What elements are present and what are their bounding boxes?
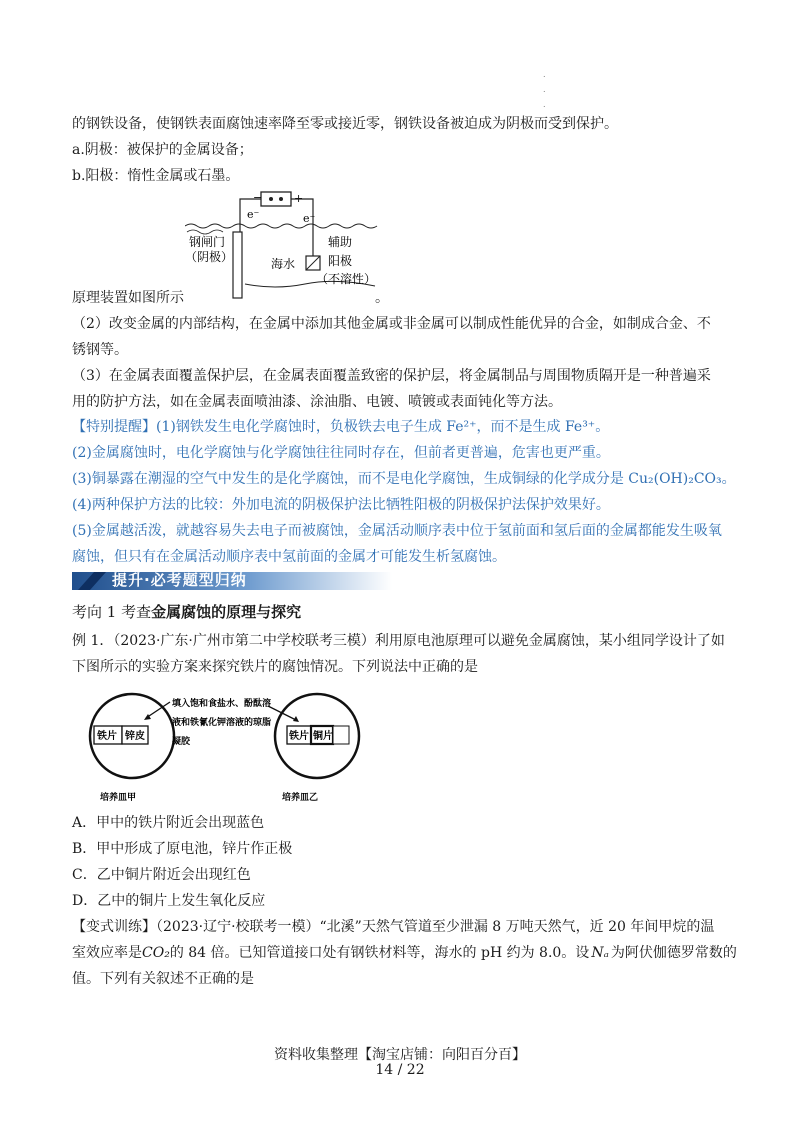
- power-source: [261, 192, 291, 206]
- tip-line: 腐蚀，但只有在金属活动顺序表中氢前面的金属才可能发生析氢腐蚀。: [72, 549, 506, 565]
- option-a: A．甲中的铁片附近会出现蓝色: [72, 815, 265, 831]
- culture-dish-figure: [82, 688, 372, 810]
- variant-text: 室效应率是: [72, 945, 142, 961]
- electron-label: e⁻: [303, 212, 316, 225]
- aux-label: 辅助: [328, 235, 353, 249]
- fe-label: 铁片: [97, 731, 117, 742]
- option-b: B．甲中形成了原电池，锌片作正极: [72, 841, 293, 857]
- co2-formula: CO₂: [142, 945, 170, 961]
- avogadro-symbol: Nₐ: [591, 945, 609, 961]
- page-number: 14 / 22: [375, 1062, 425, 1078]
- section-prefix: 考向 1 考查: [72, 603, 152, 621]
- body-line: b.阳极：惰性金属或石墨。: [72, 168, 240, 184]
- seawater-label: 海水: [271, 257, 296, 271]
- tip-line: (5)金属越活泼，就越容易失去电子而被腐蚀，金属活动顺序表中位于氢前面和氢后面的金属都能发生吸氧: [72, 523, 722, 539]
- body-line: 。: [375, 290, 389, 306]
- electron-label: e⁻: [247, 208, 260, 221]
- insoluble-label: （不溶性）: [316, 272, 377, 286]
- body-line: 用的防护方法，如在金属表面喷油漆、涂油脂、电镀、喷镀或表面钝化等方法。: [72, 394, 562, 410]
- option-c: C．乙中铜片附近会出现红色: [72, 867, 251, 883]
- banner-title: 提升·必考题型归纳: [112, 571, 247, 589]
- example-line: 例 1．（2023·广东·广州市第二中学校联考三模）利用原电池原理可以避免金属腐蚀，某小组同学设计了如: [72, 633, 725, 649]
- section-title: 金属腐蚀的原理与探究: [151, 603, 302, 621]
- tip-line: (4)两种保护方法的比较：外加电流的阴极保护法比牺牲阳极的阴极保护法保护效果好。: [72, 497, 610, 513]
- annotation: 凝胶: [172, 737, 191, 747]
- fe-label: 铁片: [289, 731, 309, 742]
- anode-label: 阳极: [328, 254, 353, 268]
- cu-label: 铜片: [313, 731, 333, 742]
- top-dot: .: [543, 85, 546, 94]
- variant-line: 【变式训练】（2023·辽宁·校联考一模）“北溪”天然气管道至少泄漏 8 万吨天然气，近 20 年间甲烷的温: [72, 919, 715, 935]
- annotation: 填入饱和食盐水、酚酞溶: [172, 699, 272, 709]
- plus-sign: +: [294, 192, 304, 205]
- body-line: （3）在金属表面覆盖保护层，在金属表面覆盖致密的保护层，将金属制品与周围物质隔开是一种普遍采: [72, 368, 711, 384]
- body-line: 原理装置如图所示: [72, 290, 184, 306]
- variant-line: [72, 940, 740, 966]
- cathode-label: （阴极）: [185, 250, 234, 264]
- variant-line: 值。下列有关叙述不正确的是: [72, 971, 254, 987]
- cathodic-protection-figure: [185, 188, 385, 300]
- option-d: D．乙中的铜片上发生氧化反应: [72, 893, 266, 909]
- dish-label: 培养皿乙: [282, 793, 319, 803]
- body-line: a.阴极：被保护的金属设备；: [72, 142, 253, 158]
- dish-label: 培养皿甲: [100, 793, 137, 803]
- minus-sign: −: [253, 191, 263, 204]
- tip-line: 【特别提醒】(1)钢铁发生电化学腐蚀时，负极铁去电子生成 Fe²⁺，而不是生成 Fe³⁺。: [72, 419, 610, 435]
- tip-line: (3)铜暴露在潮湿的空气中发生的是化学腐蚀，而不是电化学腐蚀，生成铜绿的化学成分是 Cu₂(OH)₂CO₃。: [72, 471, 736, 487]
- body-line: 的钢铁设备，使钢铁表面腐蚀速率降至零或接近零，钢铁设备被迫成为阴极而受到保护。: [72, 116, 618, 132]
- example-line: 下图所示的实验方案来探究铁片的腐蚀情况。下列说法中正确的是: [72, 659, 478, 675]
- variant-text: 的 84 倍。已知管道接口处有钢铁材料等，海水的 pH 约为 8.0。设: [169, 945, 590, 961]
- body-line: （2）改变金属的内部结构，在金属中添加其他金属或非金属可以制成性能优异的合金，如制成合金、不: [72, 316, 711, 332]
- variant-text: 为阿伏伽德罗常数的: [610, 945, 737, 961]
- annotation: 液和铁氰化钾溶液的琼脂: [172, 718, 272, 728]
- top-dot: .: [543, 70, 546, 79]
- zn-label: 锌皮: [125, 731, 145, 742]
- gate-label: 钢闸门: [189, 235, 226, 249]
- steel-gate: [233, 232, 242, 298]
- footer-source: 资料收集整理【淘宝店铺：向阳百分百】: [274, 1047, 526, 1063]
- top-dot: .: [543, 100, 546, 109]
- body-line: 锈钢等。: [72, 342, 128, 358]
- section-heading: [72, 599, 740, 625]
- tip-line: (2)金属腐蚀时，电化学腐蚀与化学腐蚀往往同时存在，但前者更普遍，危害也更严重。: [72, 445, 610, 461]
